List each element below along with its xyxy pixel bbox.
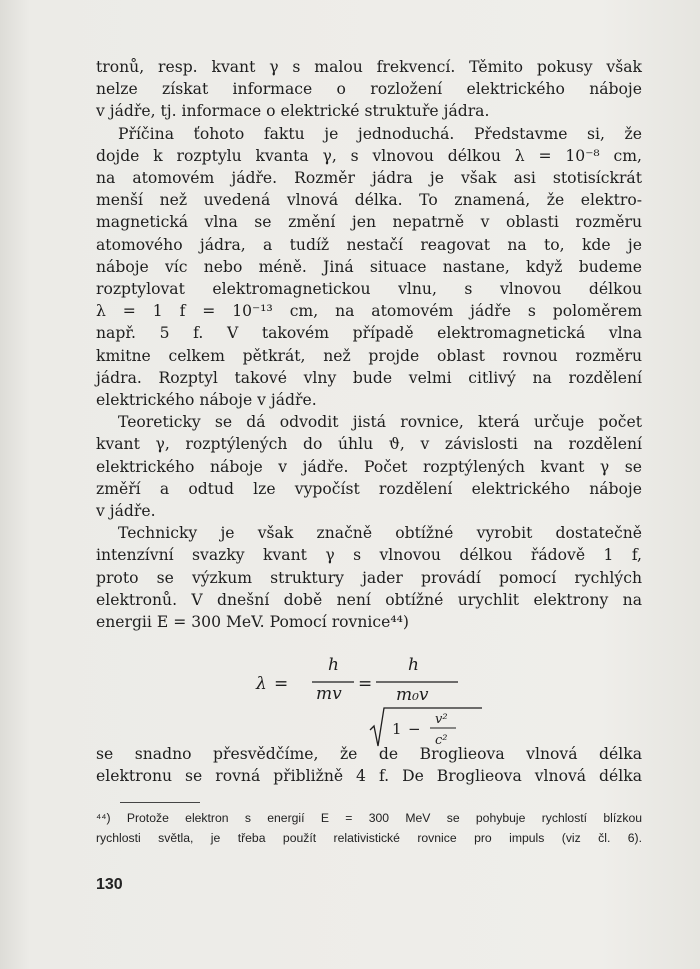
text-line: energii E = 300 MeV. Pomocí rovnice⁴⁴) xyxy=(96,613,409,632)
text-line: elektronů. V dnešní době není obtížné urychlit elektrony na xyxy=(96,590,642,609)
root-minus: − xyxy=(408,720,421,738)
footnote-line: rychlosti světla, je třeba použít relativistické rovnice pro impuls (viz čl. 6). xyxy=(96,831,642,845)
text-line: nelze získat informace o rozložení elektrického náboje xyxy=(96,80,642,99)
text-line: proto se výzkum struktury jader provádí pomocí rychlých xyxy=(96,568,642,587)
text-line: elektrického náboje v jádře. xyxy=(96,391,317,410)
formula-equals-2: = xyxy=(358,674,373,694)
page-number: 130 xyxy=(96,876,123,893)
footnote xyxy=(96,808,642,848)
text-line: atomového jádra, a tudíž nestačí reagovat na to, kde je xyxy=(96,235,642,254)
text-line: magnetická vlna se změní jen nepatrně v oblasti rozměru xyxy=(96,213,642,232)
formula-lambda: λ xyxy=(256,674,267,694)
text-line: tronů, resp. kvant γ s malou frekvencí. Těmito pokusy však xyxy=(96,58,642,76)
formula-graphic xyxy=(250,652,490,752)
sqrt-sign xyxy=(370,708,482,746)
text-line: Příčina ťohoto faktu je jednoduchá. Představme si, že xyxy=(118,124,642,143)
de-broglie-formula xyxy=(250,652,490,752)
text-line: v jádře. xyxy=(96,502,156,521)
text-line: rozptylovat elektromagnetickou vlnu, s vlnovou délkou xyxy=(96,280,642,299)
text-line: dojde k rozptylu kvanta γ, s vlnovou délkou λ = 10⁻⁸ cm, xyxy=(96,146,642,165)
text-line: menší než uvedená vlnová délka. To znamená, že elektro- xyxy=(96,191,642,210)
text-line: se snadno přesvědčíme, že de Broglieova vlnová délka xyxy=(96,745,642,764)
text-line: elektronu se rovná přibližně 4 f. De Broglieova vlnová délka xyxy=(96,767,642,786)
formula-equals-1: = xyxy=(274,674,289,694)
text-line: intenzívní svazky kvant γ s vlnovou délkou řádově 1 f, xyxy=(96,546,642,565)
text-line: elektrického náboje v jádře. Počet rozptýlených kvant γ se xyxy=(96,457,642,476)
formula-numerator-1: h xyxy=(328,655,339,675)
text-line: kvant γ, rozptýlených do úhlu ϑ, v závislosti na rozdělení xyxy=(96,435,642,454)
footnote-line: ⁴⁴) Protože elektron s energií E = 300 MeV se pohybuje rychlostí blízkou xyxy=(96,811,642,825)
text-line: změří a odtud lze vypočíst rozdělení elektrického náboje xyxy=(96,479,642,498)
text-line: Teoreticky se dá odvodit jistá rovnice, která určuje počet xyxy=(118,413,642,432)
footnote-rule xyxy=(120,802,200,803)
formula-numerator-2: h xyxy=(408,655,419,675)
text-line: λ = 1 f = 10⁻¹³ cm, na atomovém jádře s poloměrem xyxy=(96,302,642,321)
root-denominator: c² xyxy=(435,733,448,748)
text-line: Technicky je však značně obtížné vyrobit dostatečně xyxy=(118,524,642,543)
text-line: kmitne celkem pětkrát, než projde oblast rovnou rozměru xyxy=(96,346,642,365)
text-line: náboje víc nebo méně. Jiná situace nastane, když budeme xyxy=(96,257,642,276)
text-line: jádra. Rozptyl takové vlny bude velmi citlivý na rozdělení xyxy=(96,368,642,387)
text-line: v jádře, tj. informace o elektrické struktuře jádra. xyxy=(96,102,490,121)
formula-denominator-2: m₀v xyxy=(396,685,429,705)
text-line: např. 5 f. V takovém případě elektromagnetická vlna xyxy=(96,324,642,343)
root-numerator: v² xyxy=(435,712,448,727)
text-line: na atomovém jádře. Rozměr jádra je však asi stotisíckrát xyxy=(96,169,642,188)
root-one: 1 xyxy=(392,720,402,738)
formula-denominator-1: mv xyxy=(316,684,342,704)
